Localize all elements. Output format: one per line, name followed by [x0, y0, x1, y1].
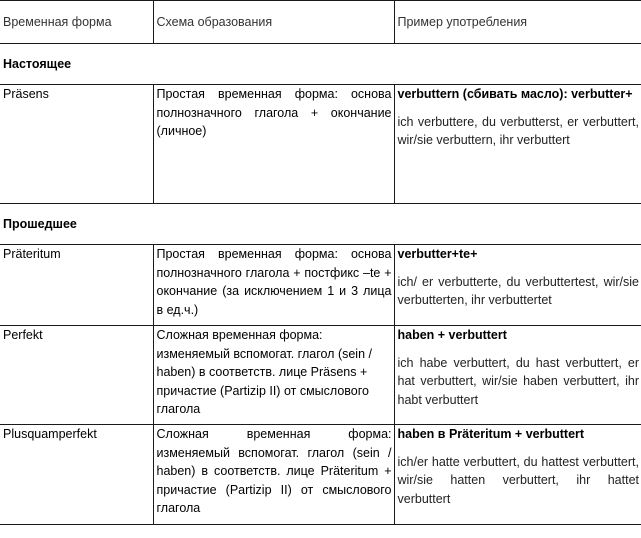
- table-row-prasens: [0, 85, 641, 204]
- cell-example: [394, 326, 641, 425]
- example-formula: haben + verbuttert: [397, 328, 507, 342]
- example-formula: haben в Präteritum + verbuttert: [397, 427, 585, 441]
- example-formula: verbuttern (сбивать масло): verbutter+: [397, 87, 633, 101]
- section-row-past: [0, 204, 641, 245]
- example-conjugation: ich/ er verbutterte, du verbuttertest, wir/sie verbutterten, ihr verbuttertet: [397, 274, 639, 308]
- section-title-present: Настоящее: [0, 44, 641, 85]
- table-row-perfekt: [0, 326, 641, 425]
- cell-form: Plusquamperfekt: [0, 425, 153, 525]
- table-header-row: [0, 1, 641, 44]
- cell-example: [394, 425, 641, 525]
- header-tense-form: Временная форма: [0, 1, 153, 44]
- table-row-prateritum: [0, 245, 641, 326]
- section-row-present: [0, 44, 641, 85]
- example-conjugation: ich verbuttere, du verbutterst, er verbuttert, wir/sie verbuttern, ihr verbuttert: [397, 114, 639, 148]
- cell-example: [394, 85, 641, 204]
- section-title-past: Прошедшее: [0, 204, 641, 245]
- table-row-plusquamperfekt: [0, 425, 641, 525]
- cell-form: Perfekt: [0, 326, 153, 425]
- cell-scheme: Простая временная форма: основа полнозначного глагола + постфикс –te + окончание (за исключением 1 и 3 лица в ед.ч.): [153, 245, 394, 326]
- example-conjugation: ich/er hatte verbuttert, du hattest verbuttert, wir/sie hatten verbuttert, ihr hattet verbuttert: [397, 454, 639, 506]
- example-conjugation: ich habe verbuttert, du hast verbuttert, er hat verbuttert, wir/sie haben verbuttert, ihr habt verbuttert: [397, 355, 639, 407]
- cell-example: [394, 245, 641, 326]
- example-formula: verbutter+te+: [397, 247, 478, 261]
- header-usage-example: Пример употребления: [394, 1, 641, 44]
- cell-form: Präsens: [0, 85, 153, 204]
- cell-scheme: Сложная временная форма: изменяемый вспомогат. глагол (sein / haben) в соответств. лице Präteritum + причастие (Partizip II) от смыслового глагола: [153, 425, 394, 525]
- header-formation-scheme: Схема образования: [153, 1, 394, 44]
- cell-scheme: Сложная временная форма: изменяемый вспомогат. глагол (sein / haben) в соответств. лице Präsens + причастие (Partizip II) от смыслового глагола: [153, 326, 394, 425]
- cell-scheme: Простая временная форма: основа полнозначного глагола + окончание (личное): [153, 85, 394, 204]
- cell-form: Präteritum: [0, 245, 153, 326]
